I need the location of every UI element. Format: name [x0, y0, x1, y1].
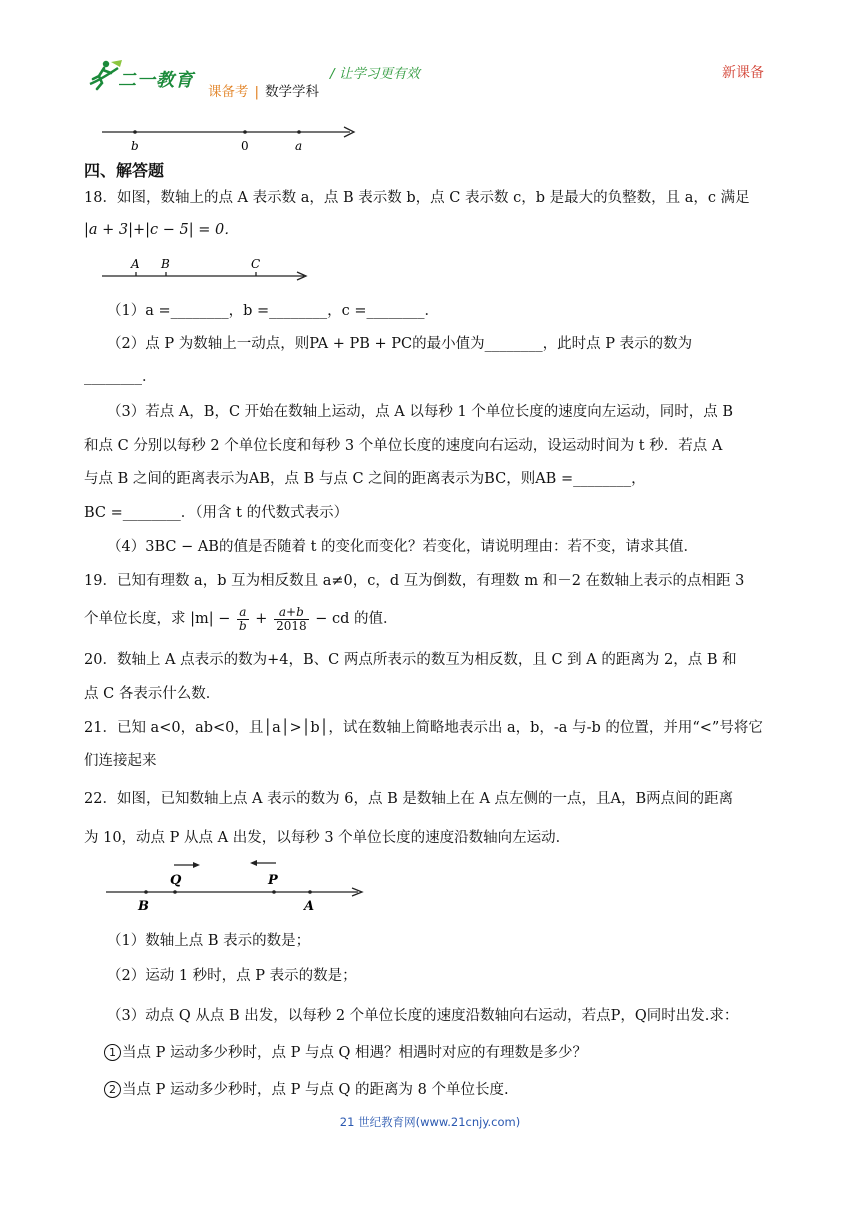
number-line-figure-top	[98, 122, 360, 156]
q18-part-3b: 和点 C 分别以每秒 2 个单位长度和每秒 3 个单位长度的速度向右运动，设运动时间为 t 秒．若点 A	[84, 438, 723, 454]
fig-q22-label-Q: Q	[170, 873, 182, 888]
section-title: 四、解答题	[84, 161, 165, 180]
q19-line-2-pre: 个单位长度，求 |m| −	[84, 611, 231, 627]
q18-part-3c: 与点 B 之间的距离表示为AB，点 B 与点 C 之间的距离表示为BC，则AB =________，	[84, 471, 646, 487]
logo-text: 二一教育	[118, 70, 194, 91]
q19-fraction-a-over-b	[237, 606, 249, 633]
q22-sub-2-text: 当点 P 运动多少秒时，点 P 与点 Q 的距离为 8 个单位长度.	[122, 1082, 509, 1098]
circled-number-1: 1	[104, 1044, 121, 1061]
q19-fraction-aplusb-over-2018	[274, 606, 309, 633]
q18-line-1: 18．如图，数轴上的点 A 表示数 a，点 B 表示数 b，点 C 表示数 c，b 是最大的负整数，且 a，c 满足	[84, 190, 750, 206]
q18-part-1: （1）a =________，b =________，c =________．	[107, 303, 440, 319]
fig-q18-label-C: C	[251, 257, 261, 271]
q18-part-2b: ________．	[84, 369, 157, 385]
q18-part-2a: （2）点 P 为数轴上一动点，则PA + PB + PC的最小值为________，此时点 P 表示的数为	[107, 336, 693, 352]
header-subtitle	[208, 80, 319, 100]
frac1-num: a	[237, 606, 249, 620]
q22-sub-1	[104, 1043, 587, 1063]
fig-q22-label-P: P	[268, 873, 278, 888]
q21-line-2: 们连接起来	[84, 753, 157, 769]
number-line-figure-q18	[98, 254, 314, 284]
q19-line-2	[84, 604, 398, 634]
footer-link[interactable]: 21 世纪教育网(www.21cnjy.com)	[339, 1115, 521, 1129]
header-right-label: 新课备	[722, 65, 764, 81]
q22-part-2: （2）运动 1 秒时，点 P 表示的数是；	[107, 968, 357, 984]
q22-line-1: 22．如图，已知数轴上点 A 表示的数为 6，点 B 是数轴上在 A 点左侧的一点，且A，B两点间的距离	[84, 791, 734, 807]
q18-part-3d: BC =________．（用含 t 的代数式表示）	[84, 505, 349, 521]
fig-q22-label-A: A	[304, 899, 315, 914]
q21-line-1: 21．已知 a<0，ab<0，且│a│>│b│，试在数轴上简略地表示出 a，b，-a 与-b 的位置，并用“<”号将它	[84, 720, 763, 736]
q19-line-2-post: − cd 的值．	[315, 611, 398, 627]
q22-sub-2	[104, 1080, 509, 1100]
q22-sub-1-text: 当点 P 运动多少秒时，点 P 与点 Q 相遇？相遇时对应的有理数是多少？	[122, 1045, 588, 1061]
q18-line-2: |a + 3|+|c − 5| = 0．	[84, 222, 239, 238]
header-slogan: / 让学习更有效	[330, 66, 420, 82]
q20-line-2: 点 C 各表示什么数．	[84, 686, 221, 702]
q19-line-1: 19．已知有理数 a，b 互为相反数且 a≠0，c，d 互为倒数，有理数 m 和－2 在数轴上表示的点相距 3	[84, 573, 745, 589]
q18-part-3a: （3）若点 A，B，C 开始在数轴上运动，点 A 以每秒 1 个单位长度的速度向左运动，同时，点 B	[107, 404, 734, 420]
q22-line-2: 为 10，动点 P 从点 A 出发，以每秒 3 个单位长度的速度沿数轴向左运动．	[84, 830, 571, 846]
fig-q18-label-B: B	[161, 257, 170, 271]
frac2-den: 2018	[276, 618, 307, 633]
fig-top-label-a: a	[295, 139, 303, 153]
q18-part-4: （4）3BC − AB的值是否随着 t 的变化而变化？若变化，请说明理由：若不变，请求其值．	[107, 539, 699, 555]
fig-top-label-0: 0	[241, 139, 249, 153]
fig-q22-label-B: B	[138, 899, 149, 914]
q22-part-1: （1）数轴上点 B 表示的数是；	[107, 933, 311, 949]
q20-line-1: 20．数轴上 A 点表示的数为+4，B、C 两点所表示的数互为相反数，且 C 到 A 的距离为 2，点 B 和	[84, 652, 737, 668]
header-sub-right: 数学学科	[265, 84, 320, 100]
header-sub-separator: |	[254, 84, 260, 100]
fig-top-label-b: b	[131, 139, 139, 153]
frac2-num: a+b	[274, 606, 309, 620]
q22-part-3: （3）动点 Q 从点 B 出发，以每秒 2 个单位长度的速度沿数轴向右运动，若点P，Q同时出发.求：	[107, 1008, 739, 1024]
header-sub-left: 课备考	[208, 84, 249, 100]
q19-plus: +	[255, 611, 268, 627]
circled-number-2: 2	[104, 1081, 121, 1098]
number-line-figure-q22	[104, 856, 370, 914]
fig-q18-label-A: A	[131, 257, 140, 271]
frac1-den: b	[239, 618, 247, 633]
